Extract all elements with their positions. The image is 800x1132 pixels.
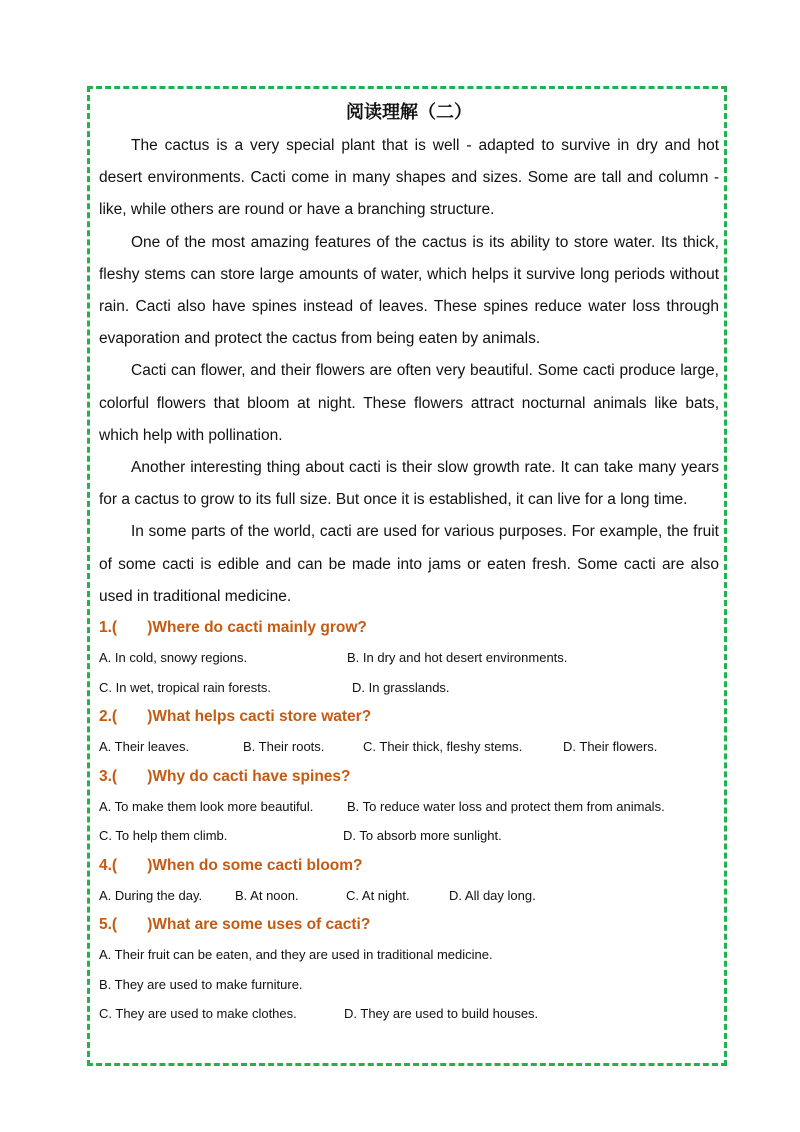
option-row bbox=[99, 821, 719, 851]
question-stem: 1.( )Where do cacti mainly grow? bbox=[99, 619, 367, 637]
option-row bbox=[99, 940, 719, 970]
option-a: A. To make them look more beautiful. bbox=[99, 798, 314, 814]
option-d: D. All day long. bbox=[449, 887, 536, 903]
question-stem: 2.( )What helps cacti store water? bbox=[99, 708, 372, 726]
passage-paragraph-1: The cactus is a very special plant that is well - adapted to survive in dry and hot desert environments. Cacti come in many shapes and sizes. Some are tall and column - like, while others are round or have a branching structure. bbox=[99, 137, 719, 219]
option-row bbox=[99, 881, 719, 911]
option-row bbox=[99, 643, 719, 673]
option-row bbox=[99, 732, 719, 762]
option-a: A. During the day. bbox=[99, 887, 203, 903]
question-5 bbox=[99, 910, 719, 1029]
option-a: A. In cold, snowy regions. bbox=[99, 650, 248, 666]
option-a: A. Their leaves. bbox=[99, 739, 190, 755]
option-b: B. To reduce water loss and protect them from animals. bbox=[347, 798, 665, 814]
option-row bbox=[99, 792, 719, 822]
option-b: B. In dry and hot desert environments. bbox=[347, 650, 568, 666]
option-c: C. To help them climb. bbox=[99, 828, 228, 844]
option-d: D. They are used to build houses. bbox=[344, 1006, 539, 1022]
option-b: B. They are used to make furniture. bbox=[99, 976, 303, 992]
question-stem: 5.( )What are some uses of cacti? bbox=[99, 916, 371, 934]
option-d: D. To absorb more sunlight. bbox=[343, 828, 502, 844]
reading-passage bbox=[99, 130, 719, 613]
option-d: D. In grasslands. bbox=[352, 679, 450, 695]
option-b: B. At noon. bbox=[235, 887, 299, 903]
question-stem: 4.( )When do some cacti bloom? bbox=[99, 856, 363, 874]
passage-paragraph-2: One of the most amazing features of the cactus is its ability to store water. Its thick, fleshy stems can store large amounts of water, which helps it survive long periods without rain. Cacti also have spines instead of leaves. These spines reduce water loss through evaporation and protect the cactus from being eaten by animals. bbox=[99, 233, 719, 348]
option-c: C. In wet, tropical rain forests. bbox=[99, 679, 271, 695]
question-3 bbox=[99, 762, 719, 851]
question-1 bbox=[99, 613, 719, 702]
option-row bbox=[99, 673, 719, 703]
question-stem: 3.( )Why do cacti have spines? bbox=[99, 767, 351, 785]
worksheet-content bbox=[99, 96, 719, 1029]
question-2 bbox=[99, 702, 719, 762]
passage-paragraph-5: In some parts of the world, cacti are used for various purposes. For example, the fruit of some cacti is edible and can be made into jams or eaten fresh. Some cacti are also used in traditional medicine. bbox=[99, 523, 719, 605]
option-a: A. Their fruit can be eaten, and they are used in traditional medicine. bbox=[99, 947, 493, 963]
passage-paragraph-3: Cacti can flower, and their flowers are often very beautiful. Some cacti produce large, colorful flowers that bloom at night. These flowers attract nocturnal animals like bats, which help with pollination. bbox=[99, 362, 719, 444]
passage-paragraph-4: Another interesting thing about cacti is their slow growth rate. It can take many years for a cactus to grow to its full size. But once it is established, it can live for a long time. bbox=[99, 459, 719, 509]
option-row bbox=[99, 999, 719, 1029]
option-c: C. Their thick, fleshy stems. bbox=[363, 739, 523, 755]
page-title: 阅读理解（二） bbox=[346, 102, 472, 123]
option-d: D. Their flowers. bbox=[563, 739, 658, 755]
option-row bbox=[99, 970, 719, 1000]
option-c: C. They are used to make clothes. bbox=[99, 1006, 297, 1022]
option-b: B. Their roots. bbox=[243, 739, 325, 755]
option-c: C. At night. bbox=[346, 887, 410, 903]
question-4 bbox=[99, 851, 719, 911]
